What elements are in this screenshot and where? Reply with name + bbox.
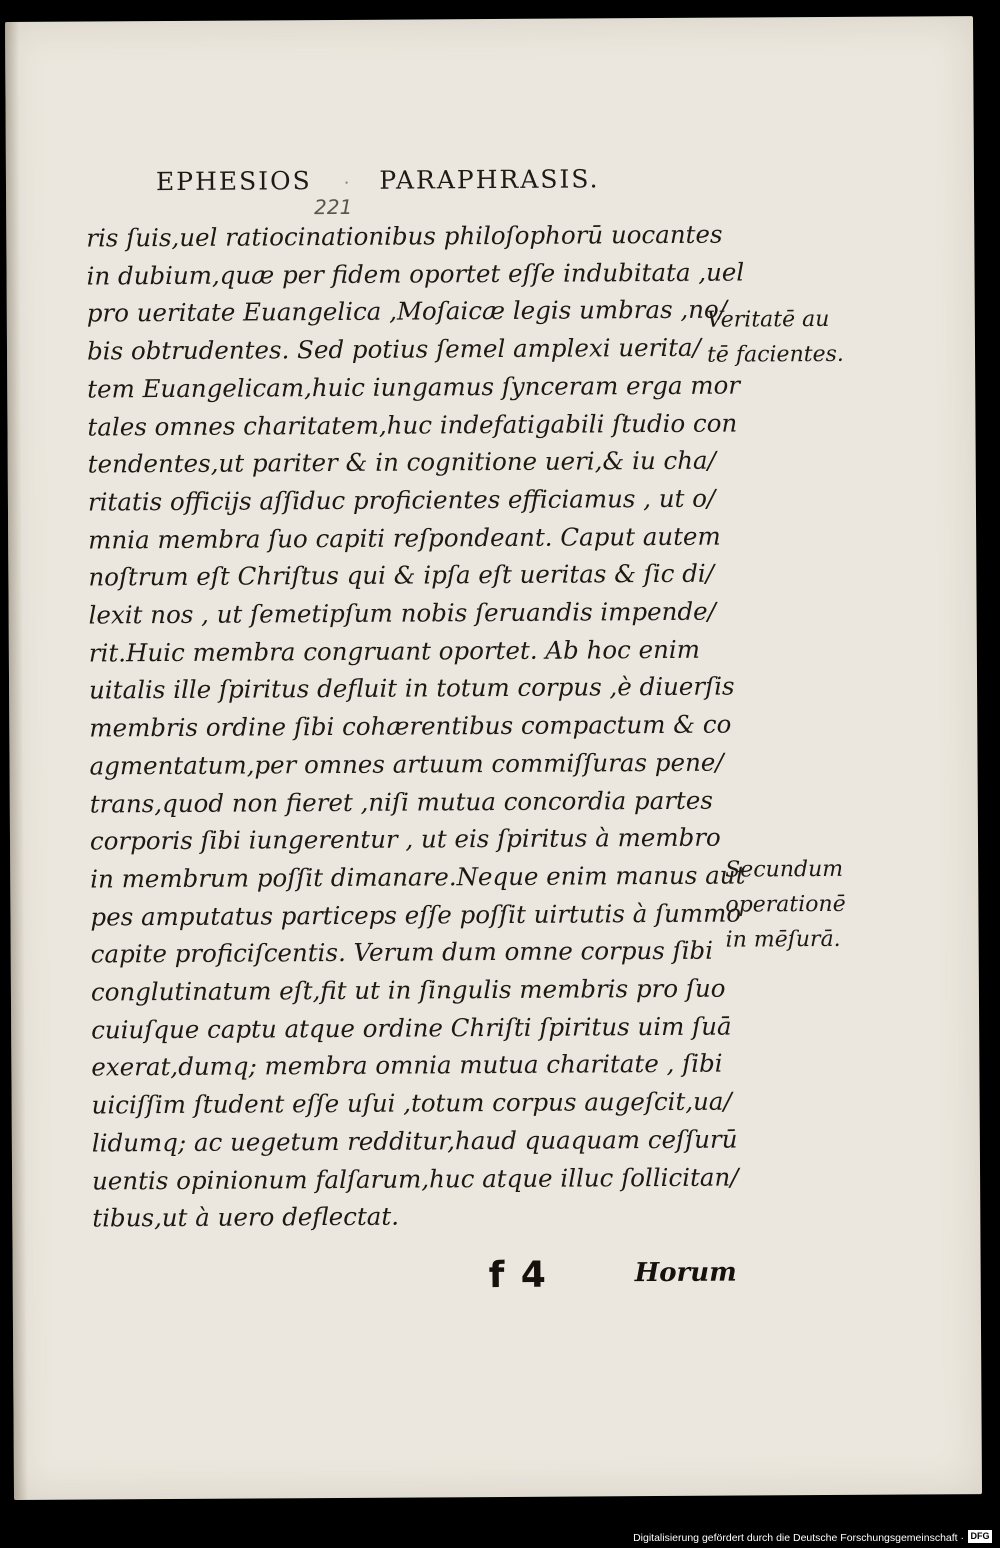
body-line: tibus,ut à uero deflectat. — [92, 1201, 400, 1233]
margin-note-line: tē facientes. — [706, 341, 844, 368]
body-line: uitalis ille ſpiritus defluit in totum corpus ,è diuerſis — [88, 671, 735, 705]
body-line: lidumq; ac uegetum redditur,haud quaquam ceſſurū — [91, 1124, 738, 1158]
digitization-credit: Digitalisierung gefördert durch die Deutsche Forschungsgemeinschaft · — [633, 1532, 964, 1544]
body-line: in dubium,quæ per fidem oportet eſſe indubitata ,uel — [86, 257, 745, 291]
body-line: in membrum poſſit dimanare.Neque enim manus aut — [90, 860, 746, 894]
catchword: Horum — [634, 1257, 737, 1289]
body-line: bis obtrudentes. Sed potius ſemel amplexi uerita/ — [86, 332, 701, 366]
body-line: uentis opinionum falſarum,huc atque illuc ſollicitan/ — [91, 1162, 739, 1196]
body-line: tem Euangelicam,huic iungamus ſynceram erga mor — [87, 370, 741, 404]
body-text — [86, 216, 746, 1238]
body-line: agmentatum,per omnes artuum commiſſuras pene/ — [89, 747, 724, 781]
body-line: exerat,dumq; membra omnia mutua charitate , ſibi — [91, 1049, 723, 1082]
handwritten-folio-note: 221 — [314, 194, 353, 220]
signature-mark: f 4 — [488, 1254, 549, 1297]
body-line: uiciſſim ſtudent eſſe uſui ,totum corpus augeſcit,ua/ — [91, 1086, 732, 1120]
margin-note-line: in mēſurā. — [725, 926, 841, 953]
margin-note-line: Secundum — [725, 856, 844, 883]
margin-note — [725, 852, 846, 958]
body-line: membris ordine ſibi cohærentibus compactum & co — [89, 709, 732, 743]
body-line: conglutinatum eſt,fit ut in ſingulis membris pro ſuo — [90, 973, 726, 1007]
body-line: pro ueritate Euangelica ,Moſaicæ legis umbras ,no/ — [86, 295, 728, 328]
body-line: tales omnes charitatem,huc indefatigabili ſtudio con — [87, 408, 738, 442]
body-line: rit.Huic membra congruant oportet. Ab hoc enim — [88, 634, 701, 668]
dfg-logo: DFG — [968, 1530, 992, 1543]
book-page — [5, 16, 982, 1500]
header-left: EPHESIOS — [155, 166, 312, 197]
margin-note-line: operationē — [725, 891, 846, 918]
body-line: noſtrum eſt Chriſtus qui & ipſa eſt ueritas & ſic di/ — [88, 559, 715, 592]
body-line: cuiuſque captu atque ordine Chriſti ſpiritus uim ſuā — [91, 1011, 732, 1045]
body-line: lexit nos , ut ſemetipſum nobis ſeruandis impende/ — [88, 596, 716, 630]
header-separator: · — [343, 172, 352, 194]
margin-note-line: Veritatē au — [706, 306, 830, 333]
body-line: pes amputatus particeps eſſe poſſit uirtutis à ſummo — [90, 898, 742, 932]
body-line: tendentes,ut pariter & in cognitione ueri,& iu cha/ — [87, 445, 716, 479]
body-line: corporis ſibi iungerentur , ut eis ſpiritus à membro — [89, 822, 721, 856]
margin-note — [707, 302, 844, 373]
body-line: ritatis officijs aſſiduc proficientes efficiamus , ut o/ — [87, 483, 716, 517]
body-line: trans,quod non fieret ,niſi mutua concordia partes — [89, 785, 714, 819]
body-line: capite proficiſcentis. Verum dum omne corpus ſibi — [90, 936, 714, 969]
header-right: PARAPHRASIS. — [379, 164, 600, 195]
body-line: mnia membra ſuo capiti reſpondeant. Caput autem — [88, 521, 721, 555]
body-line: ris ſuis,uel ratiocinationibus philoſophorū uocantes — [86, 219, 723, 253]
running-header — [156, 164, 600, 196]
